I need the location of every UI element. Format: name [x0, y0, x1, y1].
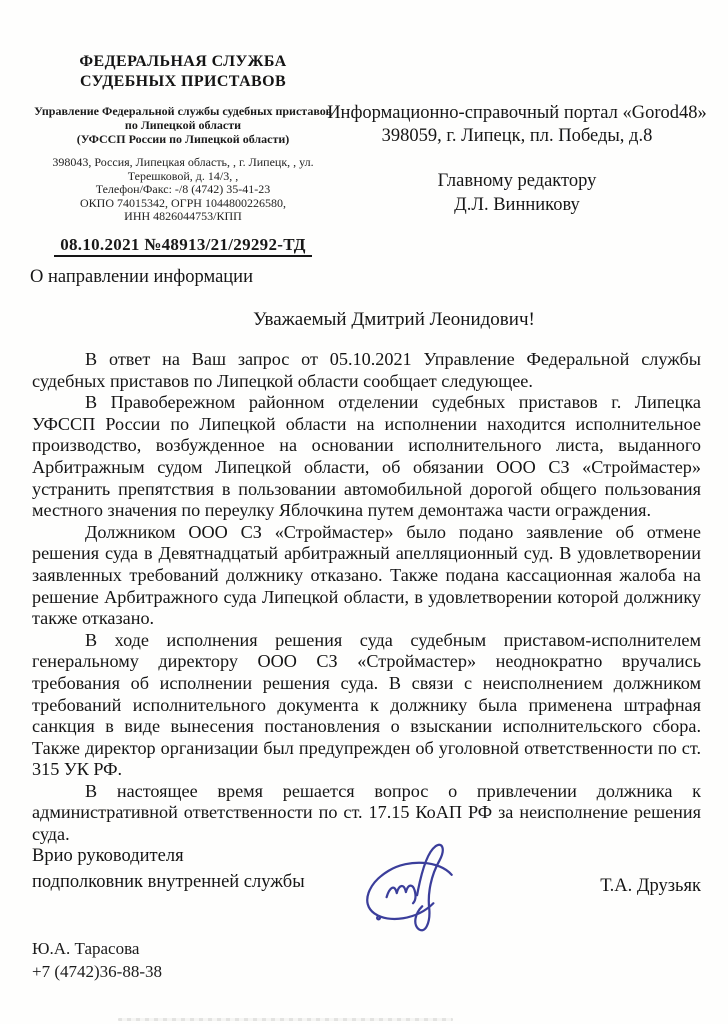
- signer-title: Врио руководителя: [32, 846, 184, 866]
- addressee-name: Д.Л. Винникову: [454, 194, 580, 215]
- signer-name: Т.А. Друзьяк: [600, 876, 701, 896]
- portal-name: Информационно-справочный портал «Gorod48»: [327, 103, 707, 123]
- addressee-block: [322, 170, 712, 217]
- agency-name-line: СУДЕБНЫХ ПРИСТАВОВ: [79, 73, 287, 90]
- address-line: 398043, Россия, Липецкая область, , г. Липецк, , ул.: [52, 155, 314, 169]
- address-line: ИНН 4826044753/КПП: [124, 209, 242, 224]
- agency-name-line: ФЕДЕРАЛЬНАЯ СЛУЖБА: [79, 53, 287, 70]
- paragraph: В ходе исполнения решения суда судебным приставом-исполнителем генеральному директору ООО СЗ «Строймастер» неоднократно вручались требования об исполнении решения суда. В связи с неисполнением должником требований исполнительного документа к должнику была применена штрафная санкция в виде вынесения постановления о взыскании исполнительского сбора. Также директор организации был предупрежден об уголовной ответственности по ст. 315 УК РФ.: [32, 629, 701, 780]
- scan-artifact-line: [118, 1018, 453, 1021]
- letterhead-left-column: [28, 52, 338, 255]
- reference-number: 08.10.2021 №48913/21/29292-ТД: [54, 235, 312, 257]
- address-line: ОКПО 74015342, ОГРН 1044800226580,: [80, 195, 286, 210]
- recipient-block: [322, 102, 712, 217]
- subject-line: О направлении информации: [30, 267, 253, 287]
- paragraph: В Правобережном районном отделении судебных приставов г. Липецка УФССП России по Липецкой области на исполнении находится исполнительное производство, возбужденное на основании исполнительного листа, выданного Арбитражным судом Липецкой области, об обязании ООО СЗ «Строймастер» устранить препятствия в пользовании автомобильной дорогой общего пользования местного значения по переулку Яблочкина путем демонтажа части ограждения.: [32, 392, 701, 521]
- letter-body: [32, 349, 701, 846]
- department-name-line: (УФССП России по Липецкой области): [76, 132, 290, 146]
- executor-phone: +7 (4742)36-88-38: [32, 961, 162, 981]
- addressee-title: Главному редактору: [437, 171, 597, 191]
- executor-name: Ю.А. Тарасова: [32, 939, 140, 958]
- department-name-line: по Липецкой области: [124, 118, 242, 132]
- department-name: [28, 104, 338, 146]
- signer-rank: подполковник внутренней службы: [32, 872, 305, 892]
- paragraph: В настоящее время решается вопрос о привлечении должника к административной ответственности по ст. 17.15 КоАП РФ за неисполнение решения суда.: [32, 780, 701, 845]
- salutation: Уважаемый Дмитрий Леонидович!: [253, 309, 535, 330]
- address-line: Телефон/Факс: -/8 (4742) 35-41-23: [95, 182, 271, 197]
- letterhead-address-block: [28, 156, 338, 224]
- paragraph: В ответ на Ваш запрос от 05.10.2021 Управление Федеральной службы судебных приставов по Липецкой области сообщает следующее.: [32, 349, 701, 391]
- address-line: Терешковой, д. 14/3, ,: [127, 168, 239, 183]
- agency-name: [28, 52, 338, 92]
- paragraph: Должником ООО СЗ «Строймастер» было подано заявление об отмене решения суда в Девятнадцатый арбитражный апелляционный суд. В удовлетворении заявленных требований должнику отказано. Также подана кассационная жалоба на решение Арбитражного суда Липецкой области, в удовлетворении которой должнику также отказано.: [32, 521, 701, 629]
- portal-address: 398059, г. Липецк, пл. Победы, д.8: [381, 125, 653, 146]
- handwritten-signature: [350, 836, 472, 938]
- department-name-line: Управление Федеральной службы судебных приставов: [34, 104, 332, 118]
- executor-block: [32, 938, 162, 983]
- reference-number-line: [28, 235, 338, 255]
